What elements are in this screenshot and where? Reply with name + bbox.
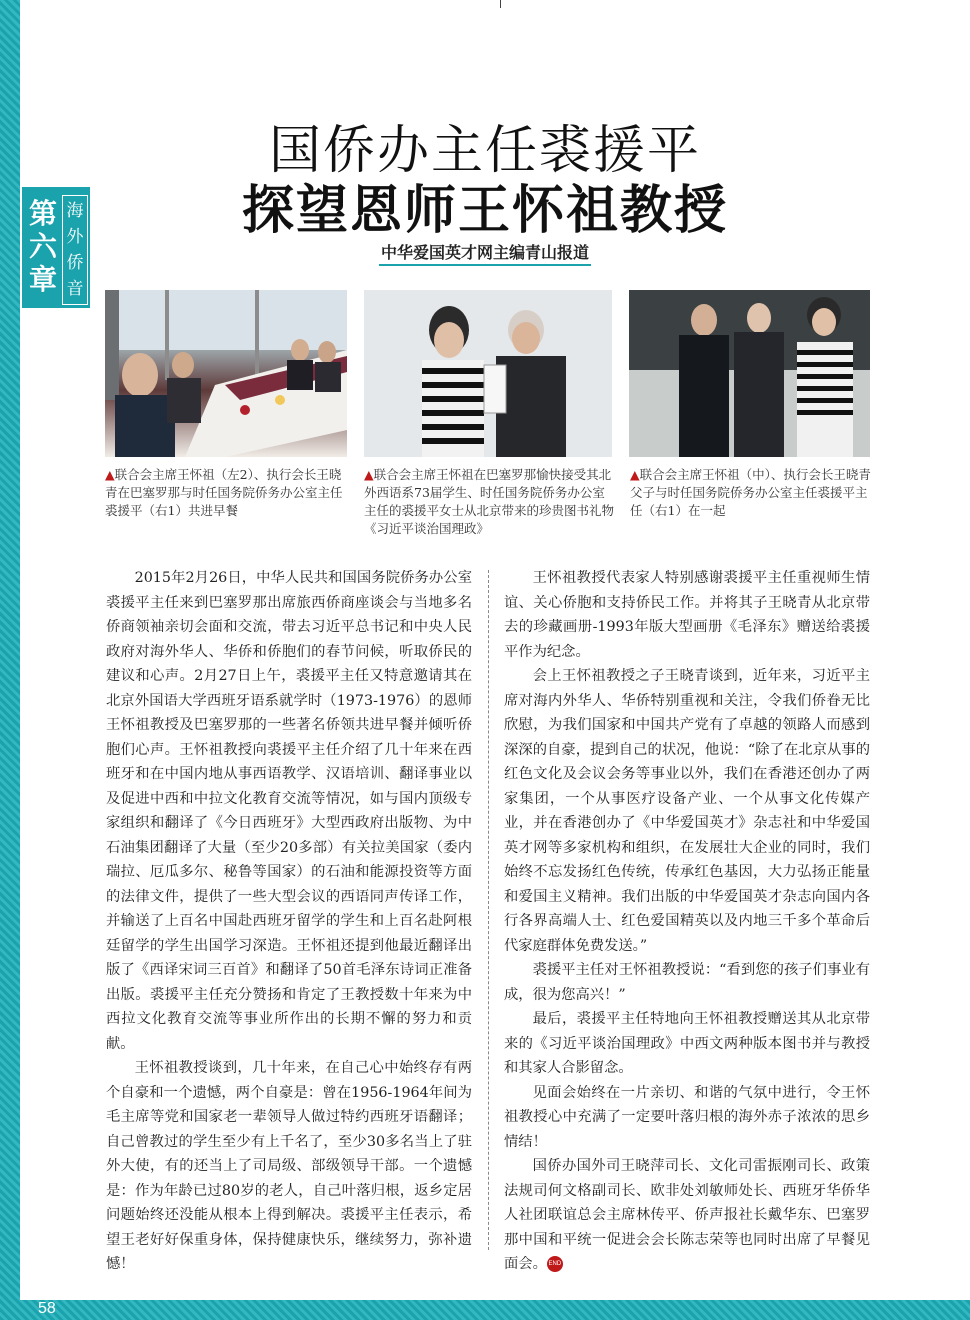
paragraph-last bbox=[504, 1154, 870, 1277]
caption-text: 联合会主席王怀祖在巴塞罗那愉快接受其北外西语系73届学生、时任国务院侨务办公室主任的裘援平女士从北京带来的珍贵图书礼物《习近平谈治国理政》 bbox=[364, 467, 615, 536]
caption-marker: ▲ bbox=[105, 467, 115, 482]
caption-marker: ▲ bbox=[630, 467, 640, 482]
caption-marker: ▲ bbox=[364, 467, 374, 482]
page-number: 58 bbox=[38, 1300, 56, 1317]
photo-book-gift bbox=[364, 290, 612, 457]
photo-breakfast-table bbox=[105, 290, 347, 457]
byline-text: 中华爱国英才网主编青山报道 bbox=[379, 243, 591, 266]
photo-caption-2 bbox=[364, 466, 614, 538]
chapter-label: 第六章 bbox=[28, 197, 57, 296]
paragraph: 见面会始终在一片亲切、和谐的气氛中进行，令王怀祖教授心中充满了一定要叶落归根的海外赤子浓浓的思乡情结！ bbox=[504, 1084, 870, 1150]
paragraph: 最后，裘援平主任特地向王怀祖教授赠送其从北京带来的《习近平谈治国理政》中西文两种版本图书并与教授和其家人合影留念。 bbox=[504, 1011, 870, 1076]
headline-line2: 探望恩师王怀祖教授 bbox=[241, 181, 728, 241]
caption-text: 联合会主席王怀祖（中）、执行会长王晓青父子与时任国务院侨务办公室主任裘援平主任（右1）在一起 bbox=[630, 467, 871, 518]
paragraph-text: 国侨办国外司王晓萍司长、文化司雷振刚司长、政策法规司何文格副司长、欧非处刘敏师处长、西班牙华侨华人社团联谊总会主席林传平、侨声报社长戴华东、巴塞罗那中国和平统一促进会会长陈志荣等也同时出席了早餐见面会。 bbox=[504, 1158, 870, 1272]
paragraph: 王怀祖教授代表家人特别感谢裘援平主任重视师生情谊、关心侨胞和支持侨民工作。并将其子王晓青从北京带去的珍藏画册-1993年版大型画册《毛泽东》赠送给裘援平作为纪念。 bbox=[504, 570, 870, 660]
paragraph: 会上王怀祖教授之子王晓青谈到，近年来，习近平主席对海内外华人、华侨特别重视和关注，令我们侨眷无比欣慰，为我们国家和中国共产党有了卓越的领路人而感到深深的自豪，提到自己的状况，他说：“除了在北京从事的红色文化及会议会务等事业以外，我们在香港还创办了两家集团，一个从事医疗设备产业、一个从事文化传媒产业，并在香港创办了《中华爱国英才》杂志社和中华爱国英才网等多家机构和组织，在发展壮大企业的同时，我们始终不忘发扬红色传统，传承红色基因，大力弘扬正能量和爱国主义精神。我们出版的中华爱国英才杂志向国内各行各界高端人士、红色爱国精英以及内地三千多个革命后代家庭群体免费发送。” bbox=[504, 668, 870, 954]
byline bbox=[0, 240, 970, 263]
paragraph: 王怀祖教授谈到，几十年来，在自己心中始终存有两个自豪和一个遗憾，两个自豪是：曾在1956-1964年间为毛主席等党和国家老一辈领导人做过特约西班牙语翻译；自己曾教过的学生至少有上千名了，至少30多名当上了驻外大使，有的还当上了司局级、部级领导干部。一个遗憾是：作为年龄已过80岁的老人，自己叶落归根，返乡定居问题始终还没能从根本上得到解决。裘援平主任表示，希望王老好好保重身体，保持健康快乐，继续努力，弥补遗憾！ bbox=[106, 1060, 472, 1272]
caption-text: 联合会主席王怀祖（左2）、执行会长王晓青在巴塞罗那与时任国务院侨务办公室主任裘援平（右1）共进早餐 bbox=[105, 467, 343, 518]
article-column-left bbox=[106, 566, 472, 1277]
footer-decorative-band bbox=[0, 1300, 970, 1320]
end-mark-icon: END bbox=[547, 1256, 563, 1272]
crop-mark bbox=[500, 0, 501, 8]
column-divider bbox=[488, 570, 489, 1250]
section-label: 海 外 侨 音 bbox=[62, 195, 88, 305]
photo-group-standing bbox=[629, 290, 870, 457]
article-column-right bbox=[504, 566, 870, 1277]
headline-line1: 国侨办主任裘援平 bbox=[268, 121, 701, 181]
paragraph: 裘援平主任对王怀祖教授说：“看到您的孩子们事业有成，很为您高兴！” bbox=[504, 962, 870, 1003]
photo-caption-1 bbox=[105, 466, 348, 520]
paragraph: 2015年2月26日，中华人民共和国国务院侨务办公室裘援平主任来到巴塞罗那出席旅西侨商座谈会与当地多名侨商领袖亲切会面和交流，带去习近平总书记和中央人民政府对海外华人、华侨和侨胞们的春节问候，听取侨民的建议和心声。2月27日上午，裘援平主任又特意邀请其在北京外国语大学西班牙语系就学时（1973-1976）的恩师王怀祖教授及巴塞罗那的一些著名侨领共进早餐并倾听侨胞们心声。王怀祖教授向裘援平主任介绍了几十年来在西班牙和在中国内地从事西语教学、汉语培训、翻译事业以及促进中西和中拉文化教育交流等情况，如与国内顶级专家组织和翻译了《今日西班牙》大型西政府出版物、为中石油集团翻译了大量（至少20多部）有关拉美国家（委内瑞拉、厄瓜多尔、秘鲁等国家）的石油和能源投资等方面的法律文件，提供了一些大型会议的西语同声传译工作，并输送了上百名中国赴西班牙留学的学生和上百名赴阿根廷留学的学生出国学习深造。王怀祖还提到他最近翻译出版了《西译宋词三百首》和翻译了50首毛泽东诗词正准备出版。裘援平主任充分赞扬和肯定了王教授数十年来为中西拉文化教育交流等事业所作出的长期不懈的努力和贡献。 bbox=[106, 570, 472, 1052]
photo-caption-3 bbox=[630, 466, 872, 520]
